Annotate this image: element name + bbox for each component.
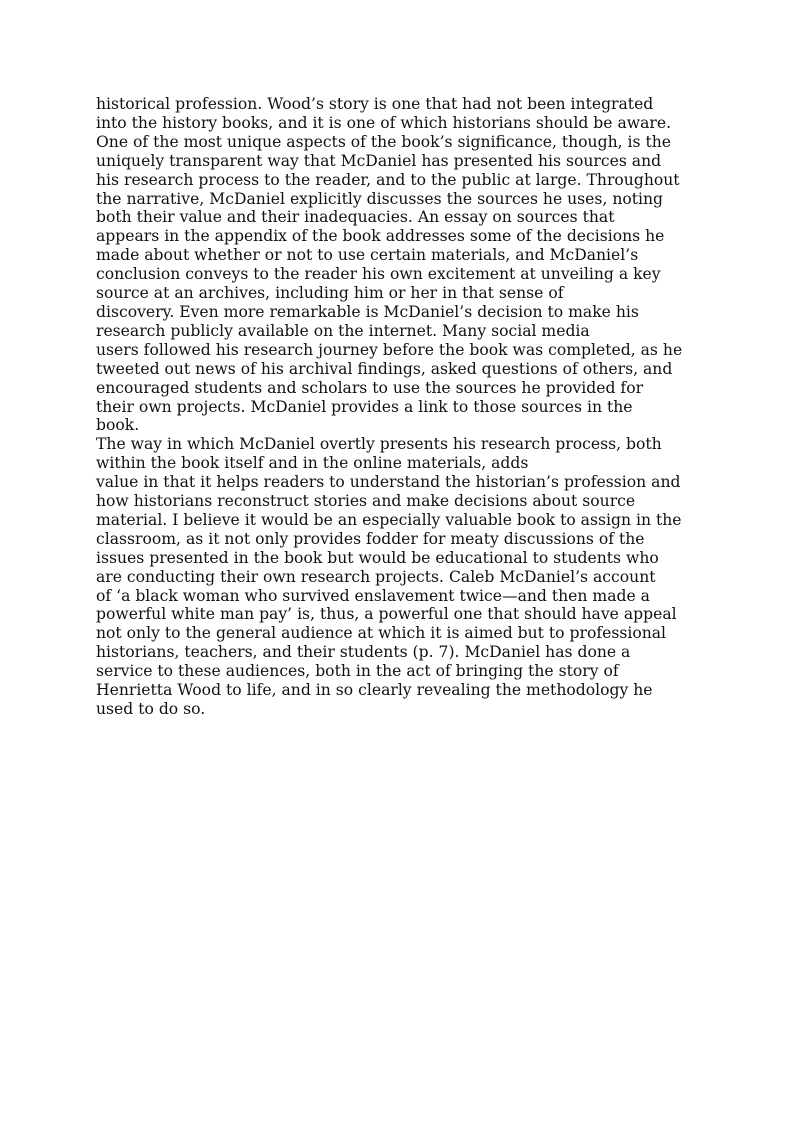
- text-line: made about whether or not to use certain materials, and McDaniel’s: [96, 246, 639, 265]
- text-line: uniquely transparent way that McDaniel has presented his sources and: [96, 151, 662, 170]
- text-line: tweeted out news of his archival findings, asked questions of others, and: [96, 359, 673, 378]
- text-line: historians, teachers, and their students (p. 7). McDaniel has done a: [96, 643, 631, 662]
- text-line: not only to the general audience at which it is aimed but to professional: [96, 624, 667, 643]
- text-line: within the book itself and in the online materials, adds: [96, 454, 529, 473]
- text-line: Henrietta Wood to life, and in so clearly revealing the methodology he: [96, 681, 653, 700]
- text-line: used to do so.: [96, 700, 206, 718]
- text-line: value in that it helps readers to understand the historian’s profession and: [96, 473, 681, 492]
- text-line: One of the most unique aspects of the book’s significance, though, is the: [96, 132, 672, 151]
- body-text: [96, 95, 736, 719]
- text-line: classroom, as it not only provides fodder for meaty discussions of the: [96, 529, 645, 548]
- text-line: encouraged students and scholars to use the sources he provided for: [96, 378, 644, 397]
- text-line: source at an archives, including him or her in that sense of: [96, 284, 564, 303]
- text-line: appears in the appendix of the book addresses some of the decisions he: [96, 227, 665, 246]
- text-line: research publicly available on the internet. Many social media: [96, 321, 590, 340]
- text-line: into the history books, and it is one of which historians should be aware.: [96, 113, 672, 132]
- text-line: are conducting their own research projects. Caleb McDaniel’s account: [96, 567, 656, 586]
- text-line: the narrative, McDaniel explicitly discusses the sources he uses, noting: [96, 189, 664, 208]
- text-line: material. I believe it would be an especially valuable book to assign in the: [96, 510, 682, 529]
- text-line: powerful white man pay’ is, thus, a powerful one that should have appeal: [96, 605, 677, 624]
- text-line: book.: [96, 416, 140, 435]
- text-line: both their value and their inadequacies. An essay on sources that: [96, 208, 615, 227]
- text-line: his research process to the reader, and to the public at large. Throughout: [96, 170, 680, 189]
- text-line: discovery. Even more remarkable is McDaniel’s decision to make his: [96, 302, 639, 321]
- text-line: their own projects. McDaniel provides a link to those sources in the: [96, 397, 633, 416]
- text-line: service to these audiences, both in the act of bringing the story of: [96, 662, 619, 681]
- text-line: how historians reconstruct stories and make decisions about source: [96, 492, 636, 511]
- text-line: issues presented in the book but would be educational to students who: [96, 548, 659, 567]
- text-line: conclusion conveys to the reader his own excitement at unveiling a key: [96, 265, 661, 284]
- text-line: The way in which McDaniel overtly presents his research process, both: [96, 435, 662, 454]
- text-line: users followed his research journey before the book was completed, as he: [96, 340, 683, 359]
- text-line: historical profession. Wood’s story is one that had not been integrated: [96, 95, 654, 113]
- text-line: of ‘a black woman who survived enslavement twice—and then made a: [96, 586, 650, 605]
